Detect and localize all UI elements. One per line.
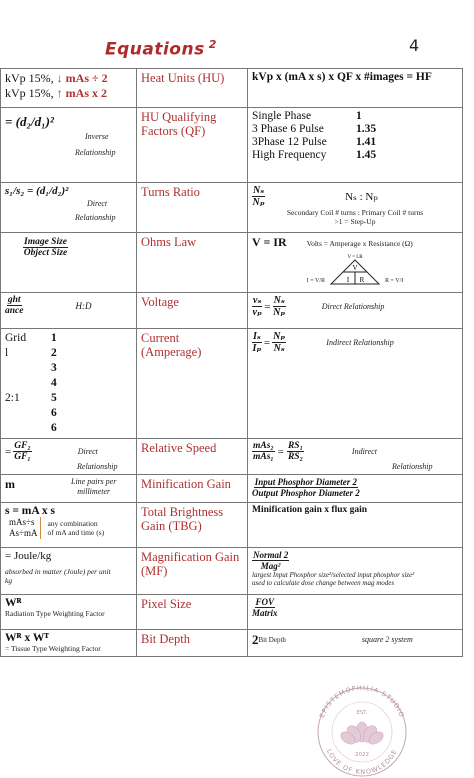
table-row: s₁/s₂ = (d₁/d₂)² Direct Relationship Turns Ratio $\frac{\text{Nₛ}}{\text{Nₚ}}$ Nₛ : Nₚ Secondary Coil # turns : Primary Coil # turns >1 = Step-Up xyxy=(1,183,463,233)
equation-name: Turns Ratio xyxy=(141,185,200,199)
equation-name: Total Brightness Gain (TBG) xyxy=(141,505,224,533)
equation-name: Pixel Size xyxy=(141,597,192,611)
equation-name: Magnification Gain (MF) xyxy=(141,550,240,578)
qf-list: Single Phase 1 3 Phase 6 Pulse 1.35 3Phase 12 Pulse 1.41 High Frequency 1.45 xyxy=(252,110,377,161)
svg-text:V = I.R: V = I.R xyxy=(347,255,363,260)
equation-name: Heat Units (HU) xyxy=(141,71,225,85)
table-row: Wᴿ x Wᵀ = Tissue Type Weighting Factor Bit Depth 2 Bit Depth square 2 system xyxy=(1,630,463,657)
equations-table xyxy=(0,68,463,657)
equation-name: Voltage xyxy=(141,295,179,309)
svg-text:R: R xyxy=(359,276,365,284)
table-row: Wᴿ Radiation Type Weighting Factor Pixel Size $\frac{\text{FOV}}{\text{Matrix}}$ xyxy=(1,595,463,630)
table-row: = Joule/kg absorbed in matter (Joule) per unit kg Magnification Gain (MF) $\frac{\text{Normal 2}}{\text{Mag²}}$ largest Input Phosphor size²/selected input phosphor size² used to calculate dose change between mag modes xyxy=(1,548,463,595)
svg-text:EPISTEMOPHILIA STUDIO: EPISTEMOPHILIA STUDIO xyxy=(318,683,406,719)
table-row: Grid 1 l 2 3 4 2:1 5 6 6 Current (Amperage) $\frac{\text{Iₛ}}{\text{Iₚ}}$ = $\frac{\text{Nₚ}}{\text{Nₛ}}$ Indirect Relationship xyxy=(1,329,463,439)
svg-text:V: V xyxy=(352,264,358,272)
equation-name: Ohms Law xyxy=(141,235,197,249)
table-row: s = mA x s mAs÷s As÷mA any combination of mA and time (s) Total Brightness Gain (TBG) Minification gain x flux gain xyxy=(1,503,463,548)
svg-text:2022: 2022 xyxy=(355,752,369,758)
equation-name: HU Qualifying Factors (QF) xyxy=(141,110,217,138)
svg-text:LOVE OF KNOWLEDGE: LOVE OF KNOWLEDGE xyxy=(324,747,400,777)
equation-name: Minification Gain xyxy=(141,477,231,491)
table-row: $\frac{\text{Image Size}}{\text{Object Size}}$ Ohms Law V = IR Volts = Amperage x Resistance (Ω) I = V/R V = I.R V I R R = V/I xyxy=(1,233,463,293)
equation-name: Bit Depth xyxy=(141,632,190,646)
page-title: Equations $^2$ xyxy=(105,38,217,60)
table-row: = $\frac{\text{GF₂}}{\text{GF₁}}$ Direct Relationship Relative Speed $\frac{\text{mAs₂}}{\text{mAs₁}}$ = $\frac{\text{RS₁}}{\text{RS₂}}$ Indirect Relationship xyxy=(1,439,463,475)
page-number: 4 xyxy=(409,36,420,55)
table-row: = (d₂/d₁)² Inverse Relationship HU Qualifying Factors (QF) Single Phase 1 3 Phase 6 Pulse 1.35 3Phase 12 Pulse 1.41 High Frequency 1.45 xyxy=(1,108,463,183)
ohms-law-triangle-icon xyxy=(327,252,383,286)
equation-name: Relative Speed xyxy=(141,441,217,455)
svg-text:I: I xyxy=(346,276,350,284)
grid-ratio-list: Grid 1 l 2 3 4 2:1 5 6 6 xyxy=(5,332,57,434)
table-row: $\frac{\text{ght}}{\text{ance}}$ H:D Voltage $\frac{\text{vₛ}}{\text{vₚ}}$ = $\frac{\text{Nₛ}}{\text{Nₚ}}$ Direct Relationship xyxy=(1,293,463,329)
table-row: m Line pairs per millimeter Minification Gain $\frac{\text{Input Phosphor Diameter 2}}{\text{Output Phosphor Diameter 2}}$ xyxy=(1,475,463,503)
equation-formula: kVp x (mA x s) x QF x #images = HF xyxy=(252,71,432,83)
equation-name: Current (Amperage) xyxy=(141,331,202,359)
svg-text:EST.: EST. xyxy=(356,710,368,716)
table-row: kVp 15%, ↓ mAs ÷ 2 kVp 15%, ↑ mAs x 2 Heat Units (HU) kVp x (mA x s) x QF x #images = HF xyxy=(1,69,463,108)
studio-stamp-logo xyxy=(308,678,416,778)
